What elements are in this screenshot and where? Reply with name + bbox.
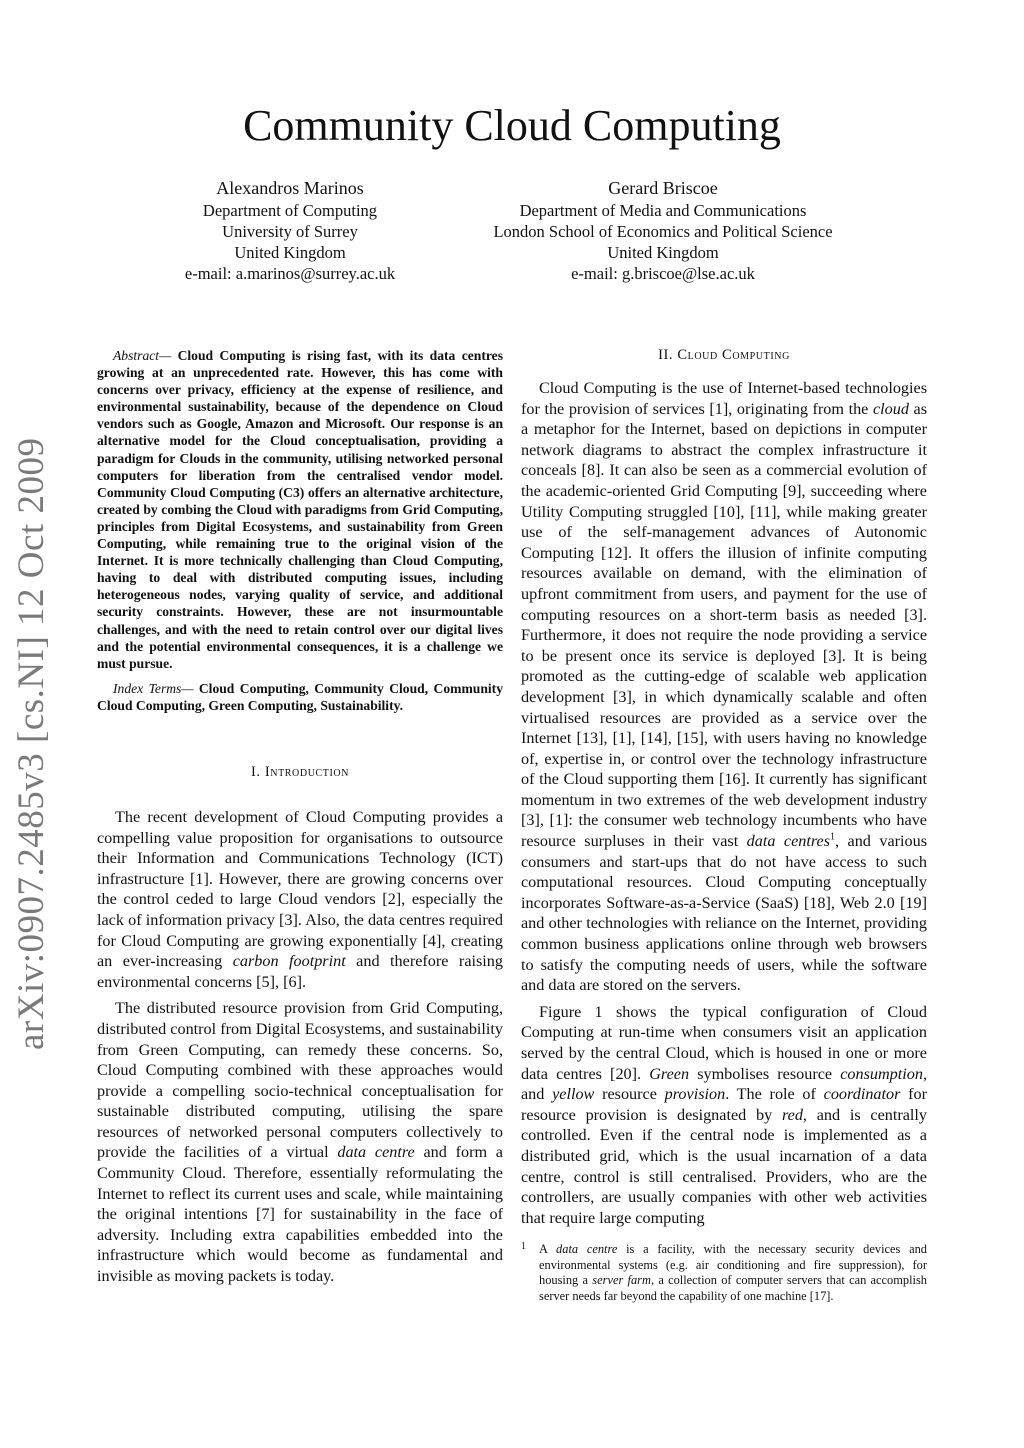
right-column xyxy=(521,347,927,1304)
abstract-label: Abstract— xyxy=(113,348,172,363)
footnote-mark: 1 xyxy=(521,1241,526,1253)
section-heading-cloud-computing: II. Cloud Computing xyxy=(658,347,790,363)
cloud-paragraph-2: Figure 1 shows the typical configuration of Cloud Computing at run-time when consumers visit an application served by the central Cloud, which is housed in one or more data centres [20]. Green symbolises resource consumption, and yellow resource provision. The role of coordinator for resource provision is designated by red, and is centrally controlled. Even if the central node is implemented as a distributed grid, which is the usual incarnation of a data centre, control is still centralised. Providers, who are the controllers, are usually companies with other web activities that require large computing xyxy=(521,1002,928,1227)
author-department: Department of Computing xyxy=(202,201,378,220)
left-column xyxy=(97,347,503,1293)
author-block-1 xyxy=(140,176,440,284)
author-email: e-mail: g.briscoe@lse.ac.uk xyxy=(571,264,755,283)
index-terms-label: Index Terms— xyxy=(113,680,194,696)
author-country: United Kingdom xyxy=(607,243,719,262)
paper-title: Community Cloud Computing xyxy=(243,101,781,150)
author-email: e-mail: a.marinos@surrey.ac.uk xyxy=(184,264,396,283)
footnote-reference: 1 xyxy=(830,831,836,843)
author-block-2 xyxy=(440,176,886,284)
abstract xyxy=(97,347,503,672)
index-terms-text: Cloud Computing, Community Cloud, Community Cloud Computing, Green Computing, Sustainability. xyxy=(97,680,503,713)
author-institution: London School of Economics and Political Science xyxy=(493,222,833,241)
intro-paragraph-2: The distributed resource provision from Grid Computing, distributed control from Digital Ecosystems, and sustainability from Green Computing, can remedy these concerns. So, Cloud Computing combined with these approaches would provide a compelling socio-technical conceptualisation for sustainable distributed computing, utilising the spare resources of networked personal computers collectively to provide the facilities of a virtual data centre and form a Community Cloud. Therefore, essentially reformulating the Internet to reflect its current uses and scale, while maintaining the original intentions [7] for sustainability in the face of adversity. Including extra capabilities embedded into the infrastructure which would become as fundamental and invisible as moving packets is today. xyxy=(97,999,503,1286)
author-institution: University of Surrey xyxy=(222,222,358,241)
section-heading-introduction: I. Introduction xyxy=(250,763,350,780)
author-department: Department of Media and Communications xyxy=(519,201,807,220)
author-country: United Kingdom xyxy=(234,243,346,262)
author-name: Alexandros Marinos xyxy=(216,178,364,198)
arxiv-identifier: arXiv:0907.2485v3 [cs.NI] 12 Oct 2009 xyxy=(11,437,52,1050)
cloud-paragraph-1: Cloud Computing is the use of Internet-based technologies for the provision of services [1], originating from the cloud as a metaphor for the Internet, based on depictions in computer network diagrams to abstract the complex infrastructure it conceals [8]. It can also be seen as a commercial evolution of the academic-oriented Grid Computing [9], succeeding where Utility Computing struggled [10], [11], while making greater use of the self-management advances of Autonomic Computing [12]. It offers the illusion of infinite computing resources available on demand, with the elimination of upfront commitment from users, and payment for the use of computing resources on a short-term basis as needed [3]. Furthermore, it does not require the node providing a service to be present once its service is deployed [3]. It is being promoted as the cutting-edge of scalable web application development [3], in which dynamically scalable and often virtualised resources are provided as a service over the Internet [13], [1], [14], [15], with users having no knowledge of, expertise in, or control over the technology infrastructure of the Cloud supporting them [16]. It currently has significant momentum in two extremes of the web development industry [3], [1]: the consumer web technology incumbents who have resource surpluses in their vast data centres$^1$, and various consumers and start-ups that do not have access to such computational resources. Cloud Computing conceptually incorporates Software-as-a-Service (SaaS) [18], Web 2.0 [19] and other technologies with reliance on the Internet, providing common business applications online through web browsers to satisfy the computing needs of users, while the software and data are stored on the servers. xyxy=(521,379,927,995)
index-terms xyxy=(97,680,503,714)
intro-paragraph-1: The recent development of Cloud Computing provides a compelling value proposition for organisations to outsource their Information and Communications Technology (ICT) infrastructure [1]. However, there are growing concerns over the control ceded to large Cloud vendors [2], especially the lack of information privacy [3]. Also, the data centres required for Cloud Computing are growing exponentially [4], creating an ever-increasing carbon footprint and therefore raising environmental concerns [5], [6]. xyxy=(97,807,503,991)
author-name: Gerard Briscoe xyxy=(608,178,718,198)
abstract-text: Cloud Computing is rising fast, with its data centres growing at an unprecedented rate. However, this has come with concerns over privacy, efficiency at the expense of resilience, and environmental sustainability, because of the dependence on Cloud vendors such as Google, Amazon and Microsoft. Our response is an alternative model for the Cloud conceptualisation, providing a paradigm for Clouds in the community, utilising networked personal computers for liberation from the centralised vendor model. Community Cloud Computing (C3) offers an alternative architecture, created by combing the Cloud with paradigms from Grid Computing, principles from Digital Ecosystems, and sustainability from Green Computing, while remaining true to the original vision of the Internet. It is more technically challenging than Cloud Computing, having to deal with distributed computing issues, including heterogeneous nodes, varying quality of service, and additional security constraints. However, these are not insurmountable challenges, and with the need to retain control over our digital lives and the potential environmental consequences, it is a challenge we must pursue. xyxy=(97,348,503,671)
footnote: 1 A data centre is a facility, with the necessary security devices and environmental systems (e.g. air conditioning and fire suppression), for housing a server farm, a collection of computer servers that can accomplish server needs far beyond the capability of one machine [17]. xyxy=(521,1241,927,1303)
